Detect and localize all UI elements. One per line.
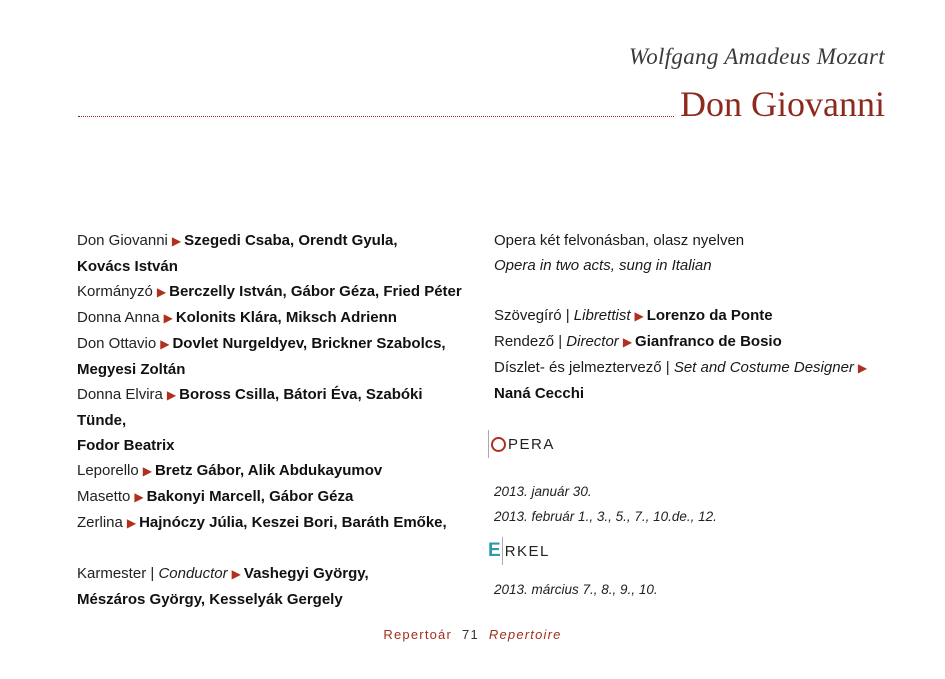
cast-line bbox=[77, 510, 472, 536]
credit-name: Gianfranco de Bosio bbox=[635, 333, 782, 350]
info-column bbox=[494, 228, 874, 406]
spacer bbox=[494, 278, 874, 303]
cast-names: Dovlet Nurgeldyev, Brickner Szabolcs, bbox=[172, 335, 446, 352]
credit-name: Lorenzo da Ponte bbox=[646, 307, 773, 324]
credit-role: Szövegíró bbox=[494, 307, 562, 324]
erkel-logo bbox=[488, 537, 550, 565]
arrow-icon: ▶ bbox=[171, 234, 182, 248]
credit-role: Rendező bbox=[494, 333, 555, 350]
cast-line bbox=[77, 433, 472, 458]
opera-ring-icon bbox=[491, 437, 506, 452]
info-line-hu: Opera két felvonásban, olasz nyelven bbox=[494, 232, 745, 249]
page-number: 71 bbox=[462, 627, 479, 642]
dotted-rule bbox=[78, 116, 674, 117]
separator: | bbox=[558, 333, 563, 350]
cast-names: Hajnóczy Júlia, Keszei Bori, Baráth Emőke, bbox=[139, 514, 447, 531]
info-line-en: Opera in two acts, sung in Italian bbox=[494, 257, 712, 274]
arrow-icon: ▶ bbox=[163, 311, 173, 325]
logo-divider bbox=[502, 537, 503, 565]
role-name: Leporello bbox=[77, 462, 139, 479]
cast-names: Bretz Gábor, Alik Abdukayumov bbox=[154, 462, 383, 479]
cast-line bbox=[77, 484, 472, 510]
arrow-icon: ▶ bbox=[166, 388, 177, 402]
arrow-icon: ▶ bbox=[142, 464, 152, 478]
role-name: Zerlina bbox=[77, 514, 123, 531]
separator: | bbox=[665, 359, 670, 376]
arrow-icon: ▶ bbox=[134, 490, 144, 504]
credit-role-en: Director bbox=[566, 333, 619, 350]
page-footer bbox=[0, 627, 945, 642]
cast-names: Fodor Beatrix bbox=[77, 437, 175, 454]
credit-name: Naná Cecchi bbox=[494, 385, 585, 402]
role-name: Karmester bbox=[77, 565, 147, 582]
role-name: Donna Elvira bbox=[77, 386, 163, 403]
separator: | bbox=[150, 565, 155, 582]
footer-label-en: Repertoire bbox=[488, 627, 562, 642]
spacer bbox=[77, 536, 472, 561]
conductor-names: Mészáros György, Kesselyák Gergely bbox=[77, 591, 343, 608]
credit-line bbox=[494, 355, 874, 381]
erkel-e-icon: E bbox=[488, 540, 501, 561]
opera-title: Don Giovanni bbox=[680, 84, 885, 124]
logo-divider bbox=[488, 430, 489, 458]
credit-role-en: Librettist bbox=[573, 307, 631, 324]
cast-line bbox=[77, 305, 472, 331]
footer-label-hu: Repertoár bbox=[383, 627, 453, 642]
composer-name: Wolfgang Amadeus Mozart bbox=[628, 44, 885, 69]
cast-names: Boross Csilla, Bátori Éva, Szabóki Tünde, bbox=[77, 386, 423, 429]
cast-line bbox=[77, 331, 472, 357]
cast-line bbox=[77, 382, 472, 433]
credit-line bbox=[494, 329, 874, 355]
role-name: Masetto bbox=[77, 488, 131, 505]
credit-line bbox=[494, 381, 874, 406]
cast-line bbox=[77, 458, 472, 484]
arrow-icon: ▶ bbox=[857, 361, 868, 375]
title-row bbox=[78, 80, 885, 124]
conductor-names: Vashegyi György, bbox=[243, 565, 369, 582]
cast-names: Megyesi Zoltán bbox=[77, 361, 186, 378]
arrow-icon: ▶ bbox=[156, 285, 167, 299]
conductor-line bbox=[77, 587, 472, 612]
role-name: Donna Anna bbox=[77, 309, 160, 326]
opera-logo bbox=[488, 430, 555, 458]
role-name: Don Ottavio bbox=[77, 335, 157, 352]
role-name: Don Giovanni bbox=[77, 232, 168, 249]
date-line: 2013. március 7., 8., 9., 10. bbox=[494, 582, 658, 597]
credit-role: Díszlet- és jelmeztervező bbox=[494, 359, 662, 376]
cast-names: Szegedi Csaba, Orendt Gyula, bbox=[184, 232, 398, 249]
cast-line bbox=[77, 357, 472, 382]
credit-line bbox=[494, 303, 874, 329]
opera-wordmark: PERA bbox=[508, 435, 555, 453]
credit-role-en: Set and Costume Designer bbox=[673, 359, 854, 376]
conductor-line bbox=[77, 561, 472, 587]
role-name-en: Conductor bbox=[158, 565, 228, 582]
opera-dates bbox=[494, 479, 717, 529]
arrow-icon: ▶ bbox=[231, 567, 241, 581]
erkel-dates bbox=[494, 577, 658, 602]
arrow-icon: ▶ bbox=[634, 309, 644, 323]
cast-line bbox=[77, 228, 472, 254]
separator: | bbox=[565, 307, 570, 324]
cast-names: Kolonits Klára, Miksch Adrienn bbox=[175, 309, 397, 326]
cast-names: Berczelly István, Gábor Géza, Fried Péter bbox=[169, 283, 462, 300]
arrow-icon: ▶ bbox=[160, 337, 170, 351]
arrow-icon: ▶ bbox=[622, 335, 633, 349]
date-line: 2013. január 30. bbox=[494, 484, 592, 499]
erkel-wordmark: RKEL bbox=[504, 542, 550, 560]
cast-column bbox=[77, 228, 472, 612]
cast-names: Bakonyi Marcell, Gábor Géza bbox=[146, 488, 354, 505]
role-name: Kormányzó bbox=[77, 283, 153, 300]
arrow-icon: ▶ bbox=[126, 516, 137, 530]
cast-line bbox=[77, 279, 472, 305]
date-line: 2013. február 1., 3., 5., 7., 10.de., 12. bbox=[494, 509, 717, 524]
cast-names: Kovács István bbox=[77, 258, 178, 275]
cast-line bbox=[77, 254, 472, 279]
